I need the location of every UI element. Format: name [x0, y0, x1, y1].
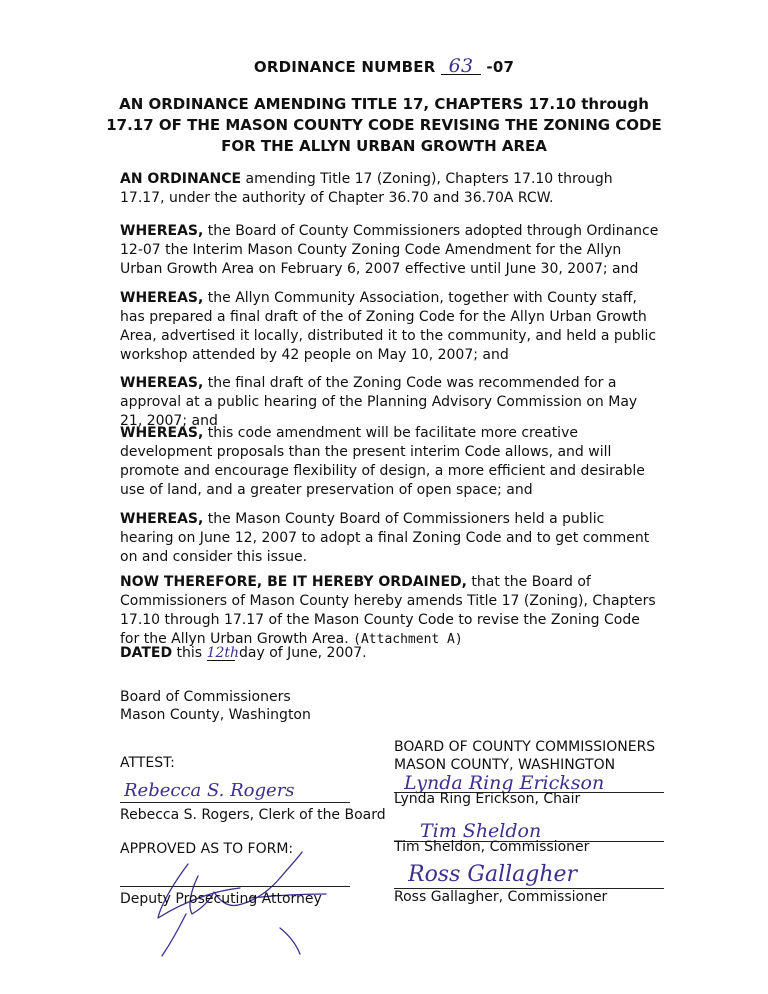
dated-rest: day of June, 2007.: [234, 645, 367, 661]
whereas-text: the Mason County Board of Commissioners held a public hearing on June 12, 2007 to adopt a final Zoning Code and to get comment on and consider this issue.: [120, 511, 650, 565]
ordinance-number-handwritten: 63: [441, 58, 481, 75]
intro-lead: AN ORDINANCE: [120, 171, 242, 187]
clerk-signature: Rebecca S. Rogers: [124, 780, 295, 801]
whereas-text: the final draft of the Zoning Code was recommended for a approval at a public hearing of the Planning Advisory Commission on May 21, 2007; and: [120, 375, 638, 429]
ordained-text: that the Board of Commissioners of Mason County hereby amends Title 17 (Zoning), Chapters 17.10 through 17.17 of the Mason County Code to revise the Zoning Code for the Allyn Urban Growth Area.: [120, 574, 656, 647]
dated-line: [120, 644, 367, 663]
signature-line: [120, 802, 350, 803]
commissioner1-name: Tim Sheldon, Commissioner: [394, 839, 590, 855]
intro-text: amending Title 17 (Zoning), Chapters 17.10 through 17.17, under the authority of Chapter 36.70 and 36.70A RCW.: [120, 171, 613, 206]
whereas-paragraph: [120, 374, 660, 431]
attorney-title: Deputy Prosecuting Attorney: [120, 891, 322, 907]
whereas-lead: WHEREAS,: [120, 290, 204, 306]
commissioners-heading-line: BOARD OF COUNTY COMMISSIONERS: [394, 739, 656, 755]
dated-lead: DATED: [120, 645, 173, 661]
board-block: [120, 688, 311, 724]
board-line: Mason County, Washington: [120, 707, 311, 723]
approved-label: APPROVED AS TO FORM:: [120, 841, 294, 857]
title-line: FOR THE ALLYN URBAN GROWTH AREA: [221, 137, 547, 155]
whereas-lead: WHEREAS,: [120, 511, 204, 527]
ordinance-number-heading: [0, 55, 768, 77]
chair-name: Lynda Ring Erickson, Chair: [394, 791, 581, 807]
whereas-paragraph: [120, 510, 660, 567]
whereas-lead: WHEREAS,: [120, 375, 204, 391]
board-line: Board of Commissioners: [120, 689, 291, 705]
day-handwritten: 12th: [206, 645, 240, 661]
commissioners-heading: [394, 738, 655, 774]
whereas-lead: WHEREAS,: [120, 223, 204, 239]
whereas-paragraph: [120, 424, 660, 500]
commissioners-heading-line: MASON COUNTY, WASHINGTON: [394, 757, 616, 773]
ordained-paragraph: [120, 573, 660, 649]
whereas-paragraph: [120, 289, 660, 365]
signature-line: [120, 886, 350, 887]
attest-label: ATTEST:: [120, 755, 175, 771]
whereas-text: the Board of County Commissioners adopted through Ordinance 12-07 the Interim Mason County Zoning Code Amendment for the Allyn Urban Growth Area on February 6, 2007 effective until June 30, 2007; and: [120, 223, 659, 277]
chair-signature: Lynda Ring Erickson: [404, 772, 605, 794]
ordinance-suffix: -07: [486, 58, 515, 76]
whereas-text: this code amendment will be facilitate more creative development proposals than the present interim Code allows, and will promote and encourage flexibility of design, a more efficient and desirable use of land, and a greater preservation of open space; and: [120, 425, 645, 498]
ordained-lead: NOW THEREFORE, BE IT HEREBY ORDAINED,: [120, 574, 467, 590]
commissioner1-signature: Tim Sheldon: [420, 820, 542, 842]
whereas-text: the Allyn Community Association, together with County staff, has prepared a final draft of the of Zoning Code for the Allyn Urban Growth Area, advertised it locally, distributed it to the community, and held a public workshop attended by 42 people on May 10, 2007; and: [120, 290, 657, 363]
attorney-signature: [130, 818, 330, 958]
title-line: AN ORDINANCE AMENDING TITLE 17, CHAPTERS 17.10 through: [119, 95, 649, 113]
commissioner2-signature: Ross Gallagher: [408, 862, 578, 887]
commissioner2-name: Ross Gallagher, Commissioner: [394, 889, 608, 905]
attachment-reference: (Attachment A): [353, 632, 463, 647]
clerk-name: Rebecca S. Rogers, Clerk of the Board: [120, 807, 386, 823]
dated-this: this: [172, 645, 207, 661]
whereas-paragraph: [120, 222, 660, 279]
whereas-lead: WHEREAS,: [120, 425, 204, 441]
title-line: 17.17 OF THE MASON COUNTY CODE REVISING THE ZONING CODE: [106, 116, 662, 134]
ordinance-title: [0, 94, 768, 157]
ordinance-label: ORDINANCE NUMBER: [253, 58, 436, 76]
intro-paragraph: [120, 170, 660, 208]
